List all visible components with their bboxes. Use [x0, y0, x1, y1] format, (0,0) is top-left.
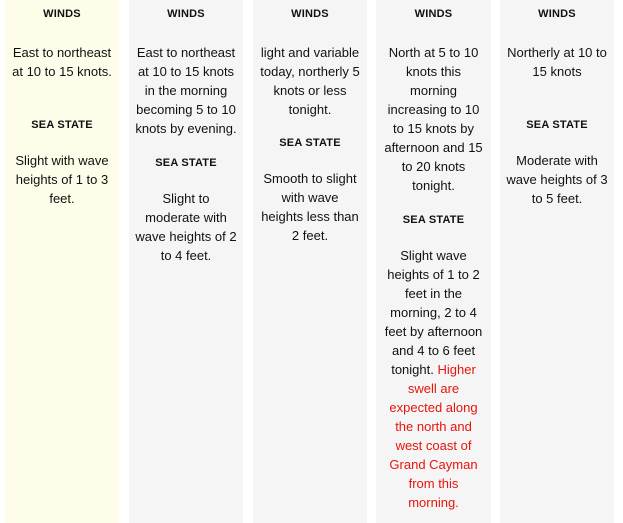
winds-heading: WINDS — [414, 8, 453, 20]
sea-state-text — [382, 246, 485, 512]
sea-state-main-text: Slight with wave heights of 1 to 3 feet. — [15, 153, 109, 206]
winds-heading: WINDS — [538, 8, 576, 20]
winds-text: light and variable today, northerly 5 knots or less tonight. — [260, 45, 360, 117]
winds-heading: WINDS — [43, 8, 81, 20]
swell-alert-text: Higher swell are expected along the north and west coast of Grand Cayman from this morning. — [389, 362, 478, 510]
sea-state-main-text: Smooth to slight with wave heights less than 2 feet. — [261, 171, 359, 243]
sea-state-heading: SEA STATE — [279, 137, 341, 149]
winds-heading: WINDS — [291, 8, 329, 20]
sea-state-text — [506, 151, 608, 208]
sea-state-text — [11, 151, 113, 208]
winds-text: East to northeast at 10 to 15 knots. — [12, 45, 112, 79]
winds-text: East to northeast at 10 to 15 knots in the morning becoming 5 to 10 knots by evening. — [135, 45, 237, 136]
forecast-column-5 — [500, 0, 614, 523]
forecast-column-2 — [129, 0, 243, 523]
sea-state-main-text: Moderate with wave heights of 3 to 5 feet. — [506, 153, 608, 206]
sea-state-heading: SEA STATE — [155, 157, 217, 169]
winds-text: North at 5 to 10 knots this morning increasing to 10 to 15 knots by afternoon and 15 to 20 knots tonight. — [384, 45, 483, 193]
winds-text: Northerly at 10 to 15 knots — [507, 45, 607, 79]
sea-state-heading: SEA STATE — [31, 119, 93, 131]
sea-state-heading: SEA STATE — [402, 214, 465, 226]
sea-state-text — [135, 189, 237, 265]
sea-state-text — [259, 169, 361, 245]
sea-state-main-text: Slight wave heights of 1 to 2 feet in the morning, 2 to 4 feet by afternoon and 4 to 6 feet tonight. — [384, 248, 483, 377]
sea-state-main-text: Slight to moderate with wave heights of 2 to 4 feet. — [135, 191, 237, 263]
forecast-column-1 — [5, 0, 119, 523]
winds-heading: WINDS — [167, 8, 205, 20]
sea-state-heading: SEA STATE — [526, 119, 588, 131]
forecast-column-3 — [253, 0, 367, 523]
forecast-column-4 — [376, 0, 491, 523]
